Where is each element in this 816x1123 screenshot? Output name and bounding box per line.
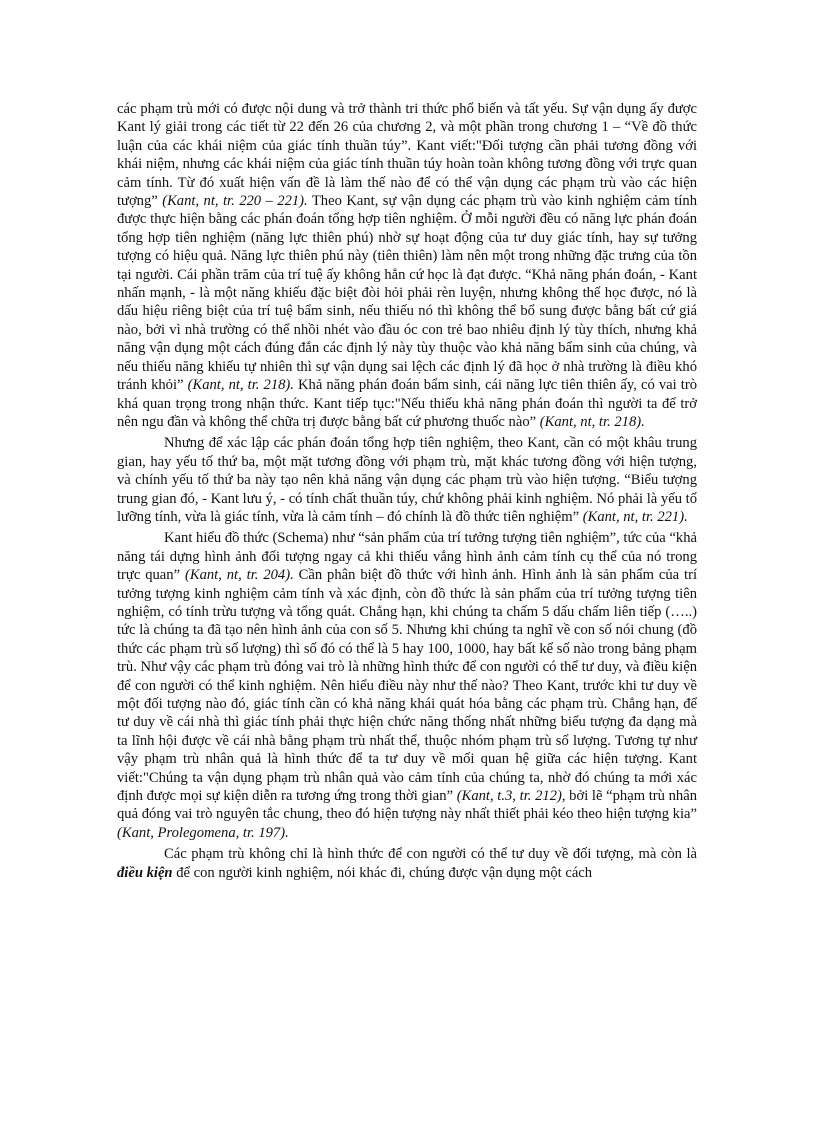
paragraph-3 — [117, 529, 697, 842]
paragraph-4 — [117, 845, 697, 882]
body-text: các phạm trù mới có được nội dung và trở thành tri thức phổ biến và tất yếu. Sự vận dụng ấy được Kant lý giải trong các tiết từ 22 đến 26 của chương 2, và một phần trong chương 1 – “Về đồ thức luận của các khái niệm của giác tính thuần túy”. Kant viết:"Đối tượng cần phải tương đồng với khái niệm, nhưng các khái niệm của giác tính thuần túy hoàn toàn không tương đồng với trực quan cảm tính. Từ đó xuất hiện vấn đề là làm thế nào để có thể vận dụng các phạm trù vào các hiện tượng” — [117, 101, 697, 210]
body-text: Theo Kant, sự vận dụng các phạm trù vào kinh nghiệm cảm tính được thực hiện bằng các phán đoán tổng hợp tiên nghiệm. Ở mỗi người đều có năng lực phán đoán tổng hợp tiên nghiệm (năng lực thiên phú) nhờ sự hoạt động của tư duy giác tính, hay sự tưởng tượng có hiệu quả. Năng lực thiên phú này (tiên thiên) làm nên một trong những đặc trưng của tồn tại người. Cái phần trăm của trí tuệ ấy không hẳn cứ học là đạt được. “Khả năng phán đoán, - Kant nhấn mạnh, - là một năng khiếu đặc biệt đòi hỏi phải rèn luyện, nhưng không thể học được, nó là dấu hiệu riêng biệt của trí tuệ bẩm sinh, nếu thiếu nó thì không thể bổ sung được bằng bất cứ giá nào, bởi vì nhà trường có thể nhồi nhét vào đầu óc con trẻ bao nhiêu định lý tùy thích, nhưng khả năng vận dụng một cách đúng đắn các định lý này tùy thuộc vào khả năng bẩm sinh của chúng, và nếu thiếu năng khiếu tự nhiên thì sự vận dụng sai lệch các định lý đã học ở nhà trường là điều khó tránh khỏi” — [117, 193, 697, 394]
body-text: Khả năng phán đoán bẩm sinh, cái năng lực tiên thiên ấy, có vai trò khá quan trọng trong nhận thức. Kant tiếp tục:"Nếu thiếu khả năng phán đoán thì người ta để trở nên ngu đần và không thể chữa trị được bằng bất cứ phương thuốc nào” — [117, 377, 697, 430]
citation: (Kant, nt, tr. 218). — [539, 413, 645, 430]
document-page — [117, 100, 697, 882]
paragraph-2 — [117, 434, 697, 526]
body-text: Kant hiểu đồ thức (Schema) như “sản phẩm của trí tưởng tượng tiên nghiệm”, tức của “khả năng tái dựng hình ảnh đối tượng ngay cả khi thiếu vắng hình ảnh cảm tính cụ thể của nó trong trực quan” — [117, 530, 697, 584]
citation: (Kant, nt, tr. 204). — [184, 567, 294, 584]
citation: (Kant, t.3, tr. 212), — [456, 788, 566, 805]
body-text: bởi lẽ “phạm trù nhân quả đóng vai trò nguyên tắc chung, theo đó hiện tượng này nhất thiết phải kéo theo hiện tượng kia” — [117, 788, 697, 823]
body-text: Cần phân biệt đồ thức với hình ảnh. Hình ảnh là sản phẩm của trí tưởng tượng kinh nghiệm cảm tính và xác định, còn đồ thức là sản phẩm của trí tưởng tượng tiên nghiệm, có tính trừu tượng và tổng quát. Chẳng hạn, khi chúng ta chấm 5 dấu chấm liên tiếp (…..) tức là chúng ta đã tạo nên hình ảnh của con số 5. Nhưng khi chúng ta nghĩ về con số nói chung (đồ thức các phạm trù số lượng) thì số đó có thể là 5 hay 100, 1000, hay bất kể số nào trong bảng phạm trù. Như vậy các phạm trù đóng vai trò là những hình thức để con người có thể tư duy, và điều kiện để con người có thể kinh nghiệm. Nên hiểu điều này như thế nào? Theo Kant, trước khi tư duy về một đối tượng nào đó, giác tính cần có khả năng khái quát hóa bằng các phạm trù. Chẳng hạn, để tư duy về cái nhà thì giác tính phải thực hiện chức năng thống nhất những biểu tượng đa dạng mà ta lĩnh hội được về cái nhà bằng phạm trù nhất thể, thuộc nhóm phạm trù số lượng. Tương tự như vậy phạm trù nhân quả là hình thức để ta tư duy về mối quan hệ giữa các hiện tượng. Kant viết:"Chúng ta vận dụng phạm trù nhân quả vào cảm tính của chúng ta, nhờ đó chúng ta mới xác định được mọi sự kiện diễn ra tương ứng trong thời gian” — [117, 567, 698, 805]
body-text: để con người kinh nghiệm, nói khác đi, chúng được vận dụng một cách — [172, 864, 593, 881]
citation: (Kant, Prolegomena, tr. 197). — [117, 824, 289, 841]
body-text: Các phạm trù không chỉ là hình thức để con người có thể tư duy về đối tượng, mà còn là — [164, 846, 697, 863]
body-text: Nhưng để xác lập các phán đoán tổng hợp tiên nghiệm, theo Kant, cần có một khâu trung gian, hay yếu tố thứ ba, một mặt tương đồng với phạm trù, mặt khác tương đồng với hiện tượng, và chính yếu tố thứ ba này tạo nên khả năng vận dụng các phạm trù vào hiện tượng. “Biểu tượng trung gian đó, - Kant lưu ý, - có tính chất thuần túy, chứ không phải kinh nghiệm. Nó phải là yếu tố lưỡng tính, vừa là giác tính, vừa là cảm tính – đó chính là đồ thức tiên nghiệm” — [117, 435, 697, 525]
citation: (Kant, nt, tr. 218). — [187, 377, 294, 394]
citation: (Kant, nt, tr. 220 – 221). — [162, 193, 308, 210]
citation: (Kant, nt, tr. 221). — [582, 508, 688, 525]
paragraph-1 — [117, 100, 697, 431]
emphasis-text: điều kiện — [117, 864, 173, 881]
